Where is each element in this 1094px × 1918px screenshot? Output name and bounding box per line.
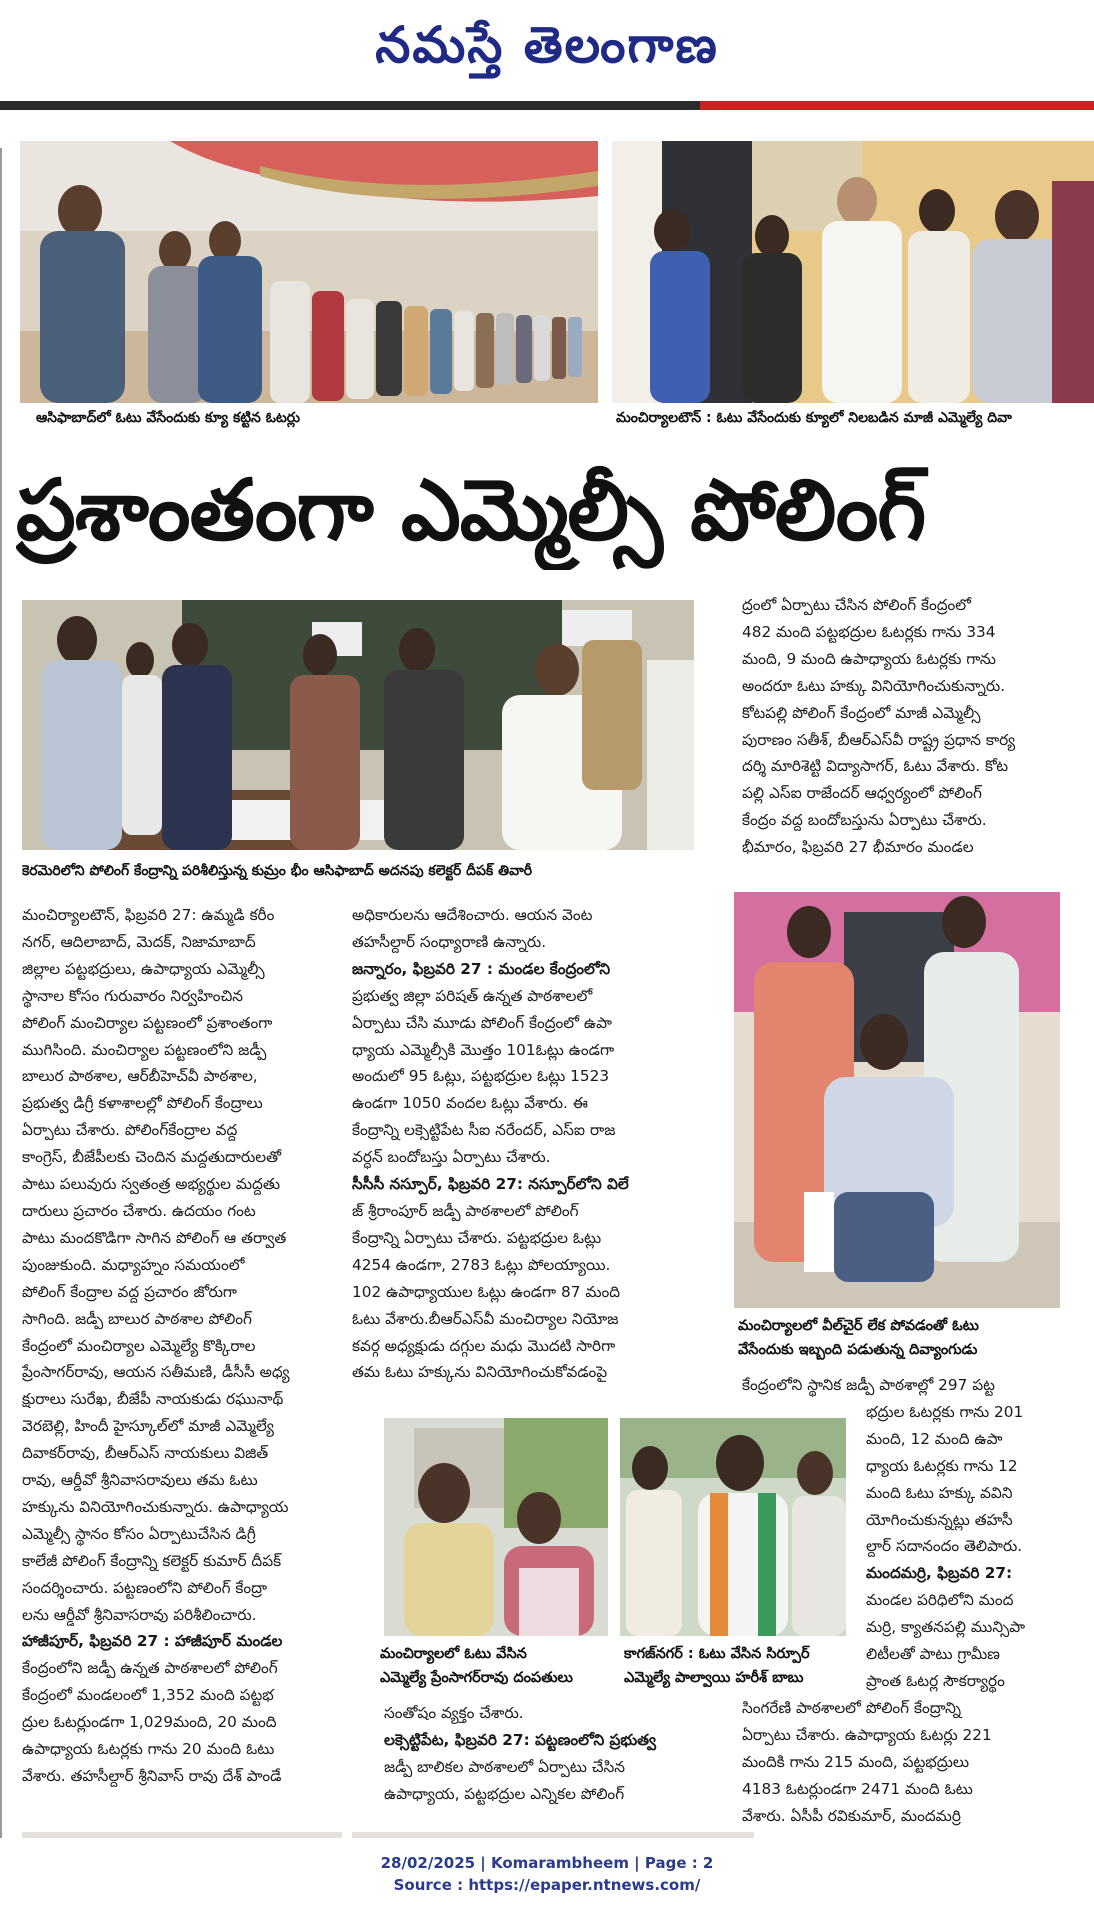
- article-column-right-lower: కేంద్రంలోని స్థానిక జడ్పీ పాఠశాల్లో 297 పట్ట భద్రుల ఓటర్లకు గాను 201 మంది, 12 మంది ఉపా ధ్యాయ ఓటర్లకు గాను 12 మంది ఓటు హక్కు వవిని యోగించుకున్నట్లు తహసీ ల్దార్ సదానందం తెలిపారు. మందమర్రి, ఫిబ్రవరి 27: మండల పరిధిలోని మంద మర్రి, క్యాతనపల్లి మున్సిపా లిటీలతో పాటు గ్రామీణ ప్రాంత ఓటర్ల సౌకర్యార్థం సింగరేణి పాఠశాలలో పోలింగ్ కేంద్రాన్ని ఏర్పాటు చేశారు. ఉపాధ్యాయ ఓటర్లు 221 మందికి గాను 215 మంది, పట్టభద్రులు 4183 ఓటర్లుండగా 2471 మంది ఓటు వేశారు. ఏసీపీ రవికుమార్, మందమర్రి: [742, 1376, 1025, 1825]
- photo-caption-wheelchair: మంచిర్యాలలో వీల్‌చైర్ లేక పోవడంతో ఓటు వేసేందుకు ఇబ్బంది పడుతున్న దివ్యాంగుడు: [738, 1318, 979, 1358]
- page-footer: [0, 1852, 1094, 1912]
- photo-wheelchair-voter: [734, 892, 1060, 1308]
- photo-mla-couple: [384, 1418, 608, 1636]
- photo-collector-inspection: [22, 600, 694, 850]
- photo-caption-asifabad: ఆసిఫాబాద్‌లో ఓటు వేసేందుకు క్యూ కట్టిన ఓటర్లు: [36, 410, 300, 426]
- masthead-rule-accent: [700, 101, 1094, 110]
- article-column-top-right: ద్రంలో ఏర్పాటు చేసిన పోలింగ్ కేంద్రంలో 482 మంది పట్టభద్రుల ఓటర్లకు గాను 334 మంది, 9 మంది ఉపాధ్యాయ ఓటర్లకు గాను అందరూ ఓటు హక్కు వినియోగించుకున్నారు. కోటపల్లి పోలింగ్ కేంద్రంలో మాజీ ఎమ్మెల్సీ పురాణం సతీశ్, బీఆర్‌ఎస్‌వీ రాష్ట్ర ప్రధాన కార్య దర్శి మారిశెట్టి విద్యాసాగర్, ఓటు వేశారు. కోట పల్లి ఎస్‌ఐ రాజేందర్ ఆధ్వర్యంలో పోలింగ్ కేంద్రం వద్ద బందోబస్తును ఏర్పాటు చేశారు. భీమారం, ఫిబ్రవరి 27 భీమారం మండల: [742, 596, 1016, 857]
- article-column-left: మంచిర్యాలటౌన్, ఫిబ్రవరి 27: ఉమ్మడి కరీం నగర్, ఆదిలాబాద్, మెదక్, నిజామాబాద్ జిల్లాల పట్టభద్రులు, ఉపాధ్యాయ ఎమ్మెల్సీ స్థానాల కోసం గురువారం నిర్వహించిన పోలింగ్ మంచిర్యాల పట్టణంలో ప్రశాంతంగా ముగిసింది. మంచిర్యాల పట్టణంలోని జడ్పీ బాలుర పాఠశాల, ఆర్‌బీహెచ్‌వీ పాఠశాల, ప్రభుత్వ డిగ్రీ కళాశాలల్లో పోలింగ్ కేంద్రాలు ఏర్పాటు చేశారు. పోలింగ్‌కేంద్రాల వద్ద కాంగ్రెస్, బీజేపీలకు చెందిన మద్దతుదారులతో పాటు పలువురు స్వతంత్ర అభ్యర్థుల మద్దతు దారులు ప్రచారం చేశారు. ఉదయం గంట పాటు మందకొడిగా సాగిన పోలింగ్ ఆ తర్వాత పుంజుకుంది. మధ్యాహ్నం సమయంలో పోలింగ్ కేంద్రాల వద్ద ప్రచారం జోరుగా సాగింది. జడ్పీ బాలుర పాఠశాల పోలింగ్ కేంద్రంలో మంచిర్యాల ఎమ్మెల్యే కొక్కిరాల ప్రేంసాగర్‌రావు, ఆయన సతీమణి, డీసీసీ అధ్య క్షురాలు సురేఖ, బీజేపీ నాయకుడు రఘునాథ్ వెరబెల్లి, హిందీ హైస్కూల్‌లో మాజీ ఎమ్మెల్యే దివాకర్‌రావు, బీఆర్‌ఎస్ నాయకులు విజిత్ రావు, ఆర్డీవో శ్రీనివాసరావులు తమ ఓటు హక్కును వినియోగించుకున్నారు. ఉపాధ్యాయ ఎమ్మెల్సీ స్థానం కోసం ఏర్పాటుచేసిన డిగ్రీ కాలేజీ పోలింగ్ కేంద్రాన్ని కలెక్టర్ కుమార్ దీపక్ సందర్శించారు. పట్టణంలోని పోలింగ్ కేంద్రా లను ఆర్డీవో శ్రీనివాసరావు పరిశీలించారు. హాజీపూర్, ఫిబ్రవరి 27 : హాజీపూర్ మండల కేంద్రంలోని జడ్పీ ఉన్నత పాఠశాలలో పోలింగ్ కేంద్రంలో మండలంలో 1,352 మంది పట్టభ ద్రుల ఓటర్లుండగా 1,029మంది, 20 మంది ఉపాధ్యాయ ఓటర్లకు గాను 20 మంది ఓటు వేశారు. తహసీల్దార్ శ్రీనివాస్ రావు దేశ్ పాండే: [22, 906, 290, 1785]
- article-column-middle: అధికారులను ఆదేశించారు. ఆయన వెంట తహసీల్దార్ సంధ్యారాణి ఉన్నారు. జన్నారం, ఫిబ్రవరి 27 : మండల కేంద్రంలోని ప్రభుత్వ జిల్లా పరిషత్ ఉన్నత పాఠశాలలో ఏర్పాటు చేసి మూడు పోలింగ్ కేంద్రంలో ఉపా ధ్యాయ ఎమ్మెల్సీకి మొత్తం 101ఓట్లు ఉండగా అందులో 95 ఓట్లు, పట్టభద్రుల ఓట్లు 1523 ఉండగా 1050 వందల ఓట్లు వేశారు. ఈ కేంద్రాన్ని లక్సెట్టిపేట సీఐ నరేందర్, ఎస్‌ఐ రాజ వర్ధన్ బందోబస్తు ఏర్పాటు చేశారు. సీసీసీ నస్పూర్, ఫిబ్రవరి 27: నస్పూర్‌లోని విలే జ్ శ్రీరాంపూర్ జడ్పీ పాఠశాలలో పోలింగ్ కేంద్రాన్ని ఏర్పాటు చేశారు. పట్టభద్రుల ఓట్లు 4254 ఉండగా, 2783 ఓట్లు పోలయ్యాయి. 102 ఉపాధ్యాయుల ఓట్లు ఉండగా 87 మంది ఓటు వేశారు.బీఆర్‌ఎస్‌వీ మంచిర్యాల నియోజ కవర్గ అధ్యక్షుడు దగ్గుల మధు మొదటి సారిగా తమ ఓటు హక్కును వినియోగించుకోవడంపై: [352, 906, 629, 1382]
- next-article-strip: [352, 1832, 754, 1838]
- photo-caption-mla-couple: మంచిర్యాలలో ఓటు వేసిన ఎమ్మెల్యే ప్రేంసాగర్‌రావు దంపతులు: [380, 1646, 573, 1686]
- photo-kagaznagar-mla: [620, 1418, 846, 1636]
- footer-source-link[interactable]: Source : https://epaper.ntnews.com/: [393, 1876, 701, 1894]
- page-left-border: [0, 148, 2, 1838]
- footer-edition-info: 28/02/2025 | Komarambheem | Page : 2: [380, 1854, 714, 1872]
- photo-caption-collector: కెరమెరిలోని పోలింగ్ కేంద్రాన్ని పరిశీలిస్తున్న కుమ్రం భీం ఆసిఫాబాద్ అదనపు కలెక్టర్ దీపక్ తివారీ: [22, 863, 533, 879]
- photo-caption-mancherial: మంచిర్యాలటౌన్ : ఓటు వేసేందుకు క్యూలో నిలబడిన మాజీ ఎమ్మెల్యే దివా: [616, 410, 1012, 426]
- headline: ప్రశాంతంగా ఎమ్మెల్సీ పోలింగ్: [16, 460, 926, 559]
- next-article-strip: [22, 1832, 342, 1838]
- article-column-middle-bottom: సంతోషం వ్యక్తం చేశారు. లక్సెట్టిపేట, ఫిబ్రవరి 27: పట్టణంలోని ప్రభుత్వ జడ్పీ బాలికల పాఠశాలలో ఏర్పాటు చేసిన ఉపాధ్యాయ, పట్టభద్రుల ఎన్నికల పోలింగ్: [384, 1704, 656, 1803]
- newspaper-masthead: నమస్తే తెలంగాణ: [375, 15, 719, 74]
- photo-caption-kagaznagar: కాగజ్‌నగర్ : ఓటు వేసిన సిర్పూర్ ఎమ్మెల్యే పాల్వాయి హరీశ్ బాబు: [624, 1646, 810, 1686]
- photo-queue-mancherial: [612, 141, 1094, 403]
- photo-queue-asifabad: [20, 141, 598, 403]
